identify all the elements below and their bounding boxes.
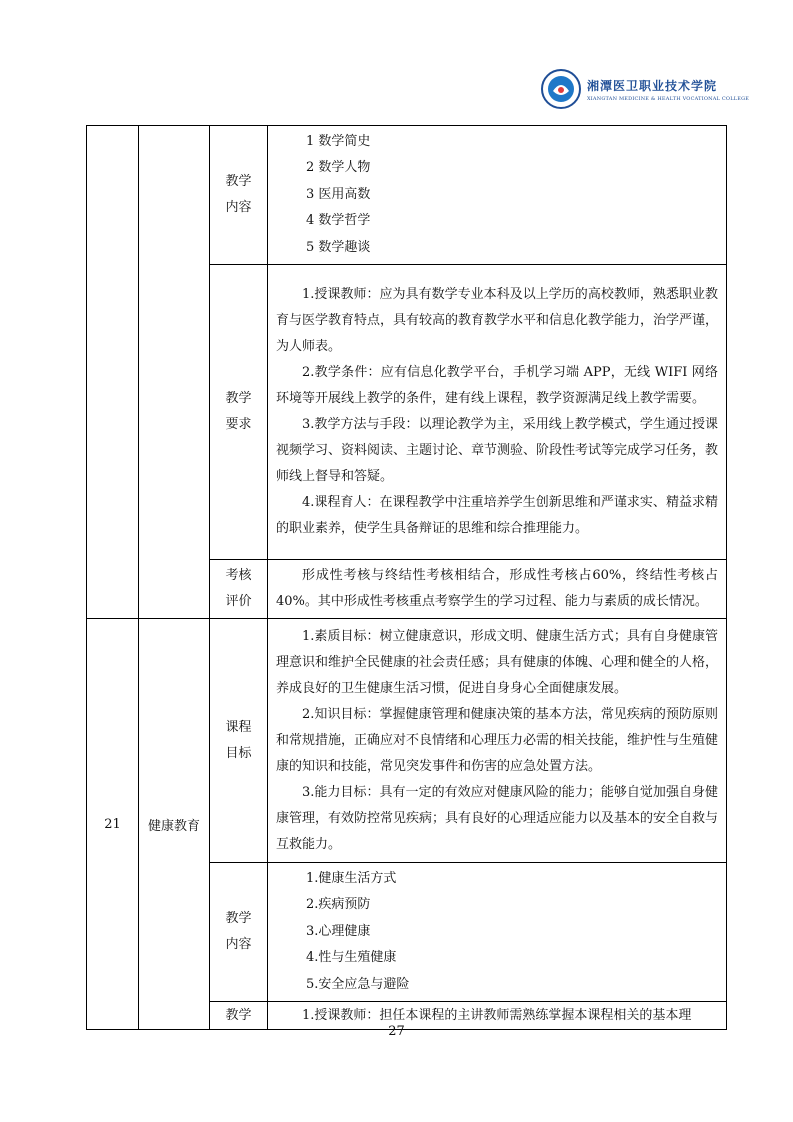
number-cell-empty <box>87 126 139 619</box>
college-emblem-icon <box>541 69 581 109</box>
goal-paragraph: 2.知识目标：掌握健康管理和健康决策的基本方法，常见疾病的预防原则和常规措施，正确应对不良情绪和心理压力必需的相关技能，维护性与生殖健康的知识和技能，常见突发事件和伤害的应急处置方法。 <box>276 706 719 774</box>
assessment-text: 形成性考核与终结性考核相结合，形成性考核占60%，终结性考核占40%。其中形成性考核重点考察学生的学习过程、能力与素质的成长情况。 <box>276 568 718 610</box>
list-item: 4 数学哲学 <box>306 213 371 229</box>
course-number: 21 <box>87 619 139 1030</box>
list-item: 3 医用高数 <box>306 186 371 202</box>
teaching-content-cell <box>268 126 727 265</box>
label-line: 教学 内容 <box>225 174 252 216</box>
course-goals-cell <box>268 619 727 863</box>
list-item: 1.健康生活方式 <box>306 871 397 887</box>
table-row <box>87 619 727 863</box>
list-item: 1 数学简史 <box>306 134 371 149</box>
label-line: 教学 要求 <box>225 391 252 433</box>
college-logo <box>541 67 750 111</box>
teaching-content-cell <box>268 863 727 1002</box>
assessment-cell <box>268 560 727 619</box>
goal-paragraph: 3.能力目标：具有一定的有效应对健康风险的能力；能够自觉加强自身健康管理，有效防控常见疾病；具有良好的心理适应能力以及基本的安全自救与互救能力。 <box>276 784 719 852</box>
label-line: 考核 评价 <box>225 568 252 610</box>
list-item: 2.疾病预防 <box>306 897 371 913</box>
teaching-requirements-cell <box>268 265 727 560</box>
list-item: 3.心理健康 <box>306 923 371 939</box>
label-line: 课程 目标 <box>225 719 252 761</box>
list-item: 4.性与生殖健康 <box>306 950 397 966</box>
requirement-paragraph: 4.课程育人：在课程教学中注重培养学生创新思维和严谨求实、精益求精的职业素养，使学生具备辩证的思维和综合推理能力。 <box>276 495 718 537</box>
requirement-paragraph: 1.授课教师：应为具有数学专业本科及以上学历的高校教师，熟悉职业教育与医学教育特点，具有较高的教育教学水平和信息化教学能力，治学严谨，为人师表。 <box>276 287 719 355</box>
goal-paragraph: 1.素质目标：树立健康意识，形成文明、健康生活方式；具有自身健康管理意识和维护全民健康的社会责任感；具有健康的体魄、心理和健全的人格，养成良好的卫生健康生活习惯，促进自身身心全面健康发展。 <box>276 628 719 696</box>
list-item: 2 数学人物 <box>306 160 371 176</box>
course-name: 健康教育 <box>139 619 210 1030</box>
label-teaching-requirements <box>210 265 268 560</box>
page-number: 27 <box>388 1024 405 1039</box>
list-item: 5 数学趣谈 <box>306 239 371 255</box>
label-assessment <box>210 560 268 619</box>
curriculum-table <box>86 125 727 1030</box>
college-name-cn: 湘潭医卫职业技术学院 <box>587 78 718 93</box>
label-teaching-requirements: 教学 <box>210 1002 268 1030</box>
requirement-paragraph: 3.教学方法与手段：以理论教学为主，采用线上教学模式，学生通过授课视频学习、资料阅读、主题讨论、章节测验、阶段性考试等完成学习任务，教师线上督导和答疑。 <box>276 417 719 485</box>
label-teaching-content <box>210 863 268 1002</box>
label-line: 教学 内容 <box>225 911 252 953</box>
table-row <box>87 126 727 265</box>
requirement-paragraph: 2.教学条件：应有信息化教学平台，手机学习端 APP，无线 WIFI 网络环境等开展线上教学的条件，建有线上课程，教学资源满足线上教学需要。 <box>276 365 718 407</box>
college-name-en: XIANGTAN MEDICINE & HEALTH VOCATIONAL COLLEGE <box>587 95 750 102</box>
label-teaching-content <box>210 126 268 265</box>
requirement-paragraph: 1.授课教师：担任本课程的主讲教师需熟练掌握本课程相关的基本理 <box>302 1007 692 1023</box>
label-course-goals <box>210 619 268 863</box>
course-name-cell-empty <box>139 126 210 619</box>
list-item: 5.安全应急与避险 <box>306 976 410 992</box>
